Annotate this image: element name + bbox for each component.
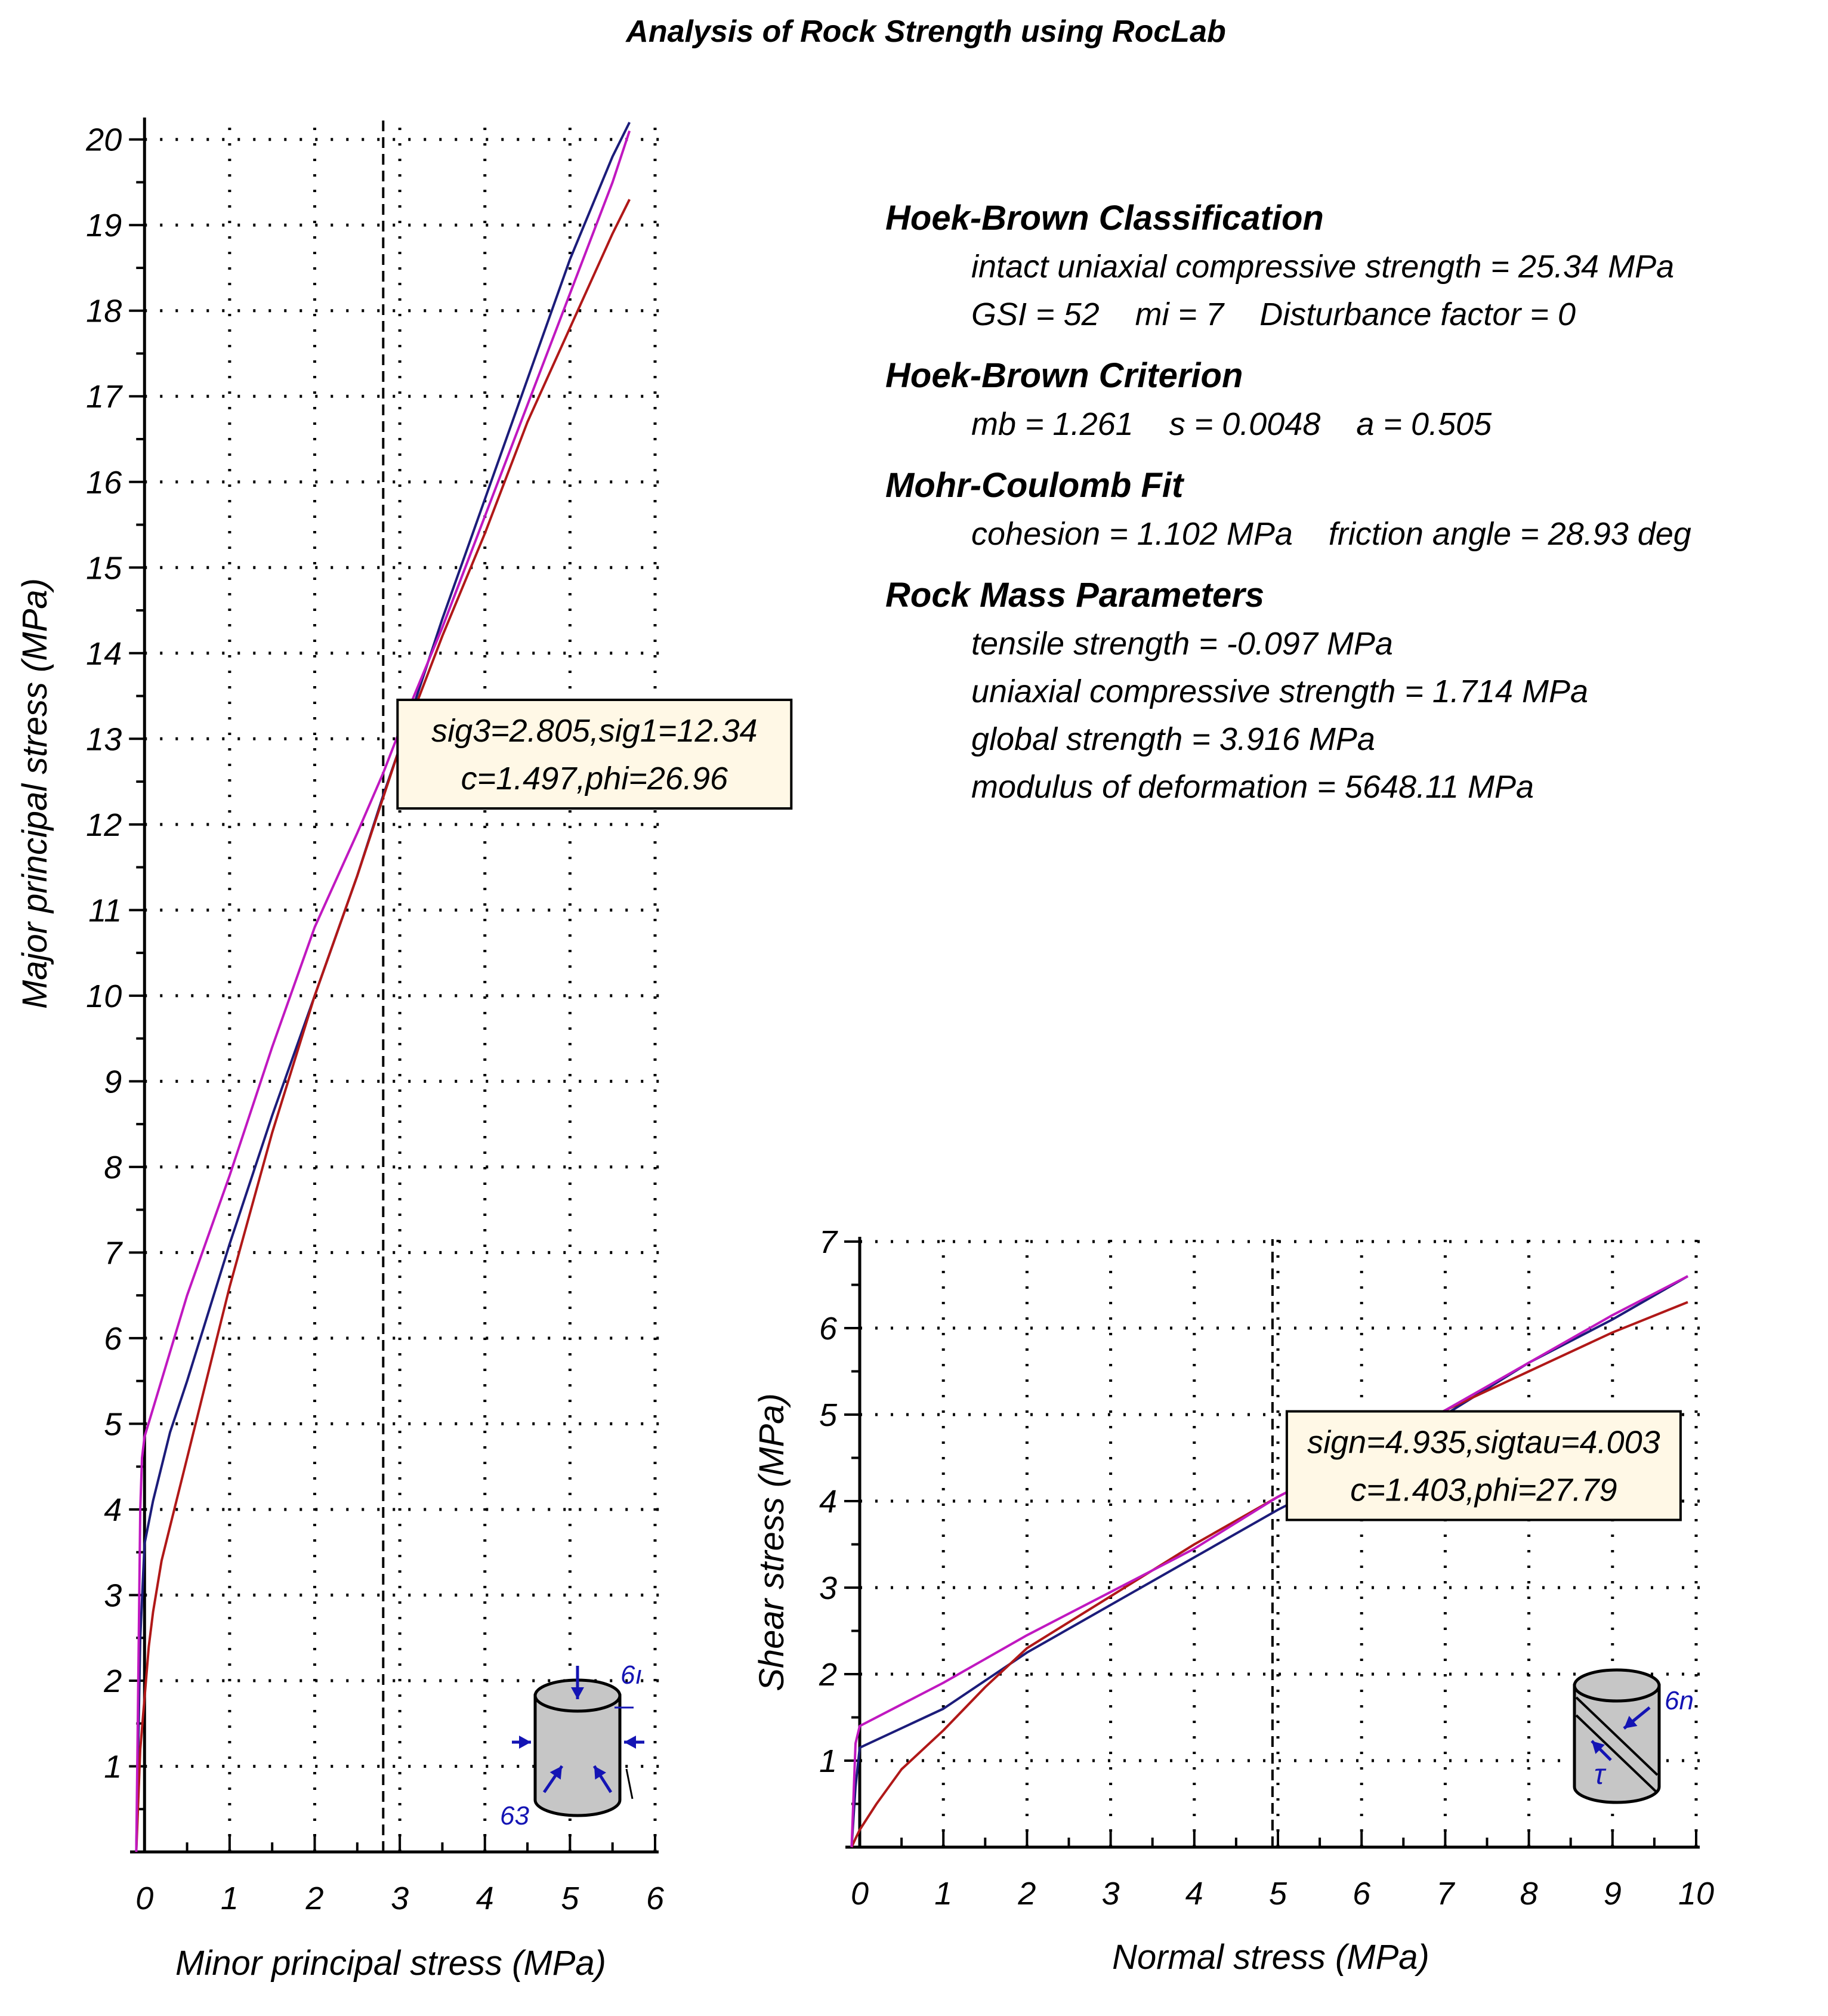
y-tick-label: 5	[104, 1406, 122, 1443]
page-title: Analysis of Rock Strength using RocLab	[626, 14, 1226, 49]
x-axis-label: Minor principal stress (MPa)	[175, 1944, 606, 1983]
sigma-3-label: 63	[500, 1801, 529, 1830]
parameter-line: global strength = 3.916 MPa	[971, 721, 1375, 757]
shear-cylinder-icon	[1574, 1670, 1694, 1802]
parameter-line: mb = 1.261 s = 0.0048 a = 0.505	[971, 406, 1492, 442]
parameter-line: intact uniaxial compressive strength = 25.34 MPa	[971, 249, 1675, 285]
y-tick-label: 19	[86, 208, 122, 244]
x-tick-label: 5	[561, 1881, 579, 1916]
x-tick-label: 1	[220, 1881, 239, 1916]
sigma-n-label: 6n	[1665, 1686, 1694, 1715]
y-tick-label: 3	[104, 1577, 122, 1614]
y-axis-label: Shear stress (MPa)	[752, 1393, 791, 1691]
x-tick-label: 0	[850, 1876, 869, 1912]
x-tick-label: 4	[475, 1881, 494, 1916]
parameter-line: GSI = 52 mi = 7 Disturbance factor = 0	[971, 297, 1576, 332]
cylinder-body	[1574, 1685, 1659, 1802]
icon-tick	[626, 1769, 632, 1799]
parameter-line: modulus of deformation = 5648.11 MPa	[971, 769, 1534, 805]
annotation-text: sig3=2.805,sig1=12.34	[431, 713, 758, 749]
cylinder-body	[535, 1696, 620, 1816]
x-tick-label: 2	[1018, 1876, 1036, 1912]
y-tick-label: 16	[86, 464, 122, 501]
y-tick-label: 12	[86, 807, 122, 843]
y-tick-label: 20	[86, 122, 122, 158]
parameter-panel	[885, 199, 1691, 805]
parameter-heading: Mohr-Coulomb Fit	[885, 466, 1184, 505]
x-tick-label: 6	[646, 1881, 665, 1916]
annotation-text: c=1.497,phi=26.96	[461, 761, 728, 797]
x-tick-label: 0	[135, 1881, 154, 1916]
x-tick-label: 9	[1603, 1876, 1622, 1912]
y-tick-label: 14	[86, 635, 122, 672]
y-tick-label: 8	[104, 1149, 122, 1185]
parameter-heading: Hoek-Brown Criterion	[885, 356, 1243, 395]
series-line	[851, 1302, 1688, 1848]
x-tick-label: 10	[1678, 1876, 1715, 1912]
x-tick-label: 2	[305, 1881, 324, 1916]
x-tick-label: 4	[1185, 1876, 1203, 1912]
y-tick-label: 13	[86, 721, 122, 758]
parameter-heading: Hoek-Brown Classification	[885, 199, 1324, 237]
y-tick-label: 6	[104, 1320, 122, 1357]
tau-label: τ	[1594, 1759, 1605, 1790]
y-tick-label: 18	[86, 293, 122, 329]
y-tick-label: 1	[819, 1743, 838, 1779]
parameter-line: tensile strength = -0.097 MPa	[971, 626, 1393, 662]
y-axis-label: Major principal stress (MPa)	[16, 578, 54, 1009]
x-axis-label: Normal stress (MPa)	[1112, 1938, 1429, 1977]
arrow-head	[624, 1736, 636, 1749]
annotation-text: sign=4.935,sigtau=4.003	[1307, 1424, 1660, 1461]
triaxial-cylinder-icon	[500, 1660, 644, 1830]
y-tick-label: 2	[104, 1663, 122, 1699]
y-tick-label: 7	[104, 1235, 122, 1271]
y-tick-label: 9	[104, 1064, 122, 1100]
y-tick-label: 6	[819, 1311, 838, 1347]
cylinder-top	[1574, 1670, 1659, 1701]
y-tick-label: 11	[88, 893, 122, 929]
y-tick-label: 10	[86, 978, 122, 1014]
x-tick-label: 1	[934, 1876, 953, 1912]
y-tick-label: 17	[86, 379, 122, 415]
y-tick-label: 1	[104, 1749, 122, 1785]
parameter-line: cohesion = 1.102 MPa friction angle = 28.93 deg	[971, 516, 1691, 552]
y-tick-label: 4	[819, 1484, 838, 1520]
x-tick-label: 5	[1268, 1876, 1287, 1912]
principal-stress-chart	[16, 118, 791, 1983]
x-tick-label: 3	[1101, 1876, 1120, 1912]
y-tick-label: 7	[819, 1224, 838, 1260]
x-tick-label: 3	[391, 1881, 409, 1916]
y-tick-label: 4	[104, 1492, 122, 1528]
series-line	[851, 1276, 1688, 1847]
shear-stress-chart	[752, 1224, 1714, 1977]
x-tick-label: 7	[1436, 1876, 1455, 1912]
y-tick-label: 15	[86, 550, 122, 586]
sigma-1-label: 6ı	[620, 1660, 643, 1690]
y-tick-label: 5	[819, 1397, 838, 1433]
parameter-heading: Rock Mass Parameters	[885, 576, 1265, 615]
y-tick-label: 2	[819, 1657, 838, 1693]
arrow-head	[519, 1736, 531, 1749]
series-line	[851, 1276, 1688, 1847]
x-tick-label: 8	[1520, 1876, 1538, 1912]
y-tick-label: 3	[819, 1570, 838, 1606]
x-tick-label: 6	[1353, 1876, 1371, 1912]
parameter-line: uniaxial compressive strength = 1.714 MPa	[971, 674, 1589, 709]
annotation-text: c=1.403,phi=27.79	[1350, 1472, 1617, 1508]
